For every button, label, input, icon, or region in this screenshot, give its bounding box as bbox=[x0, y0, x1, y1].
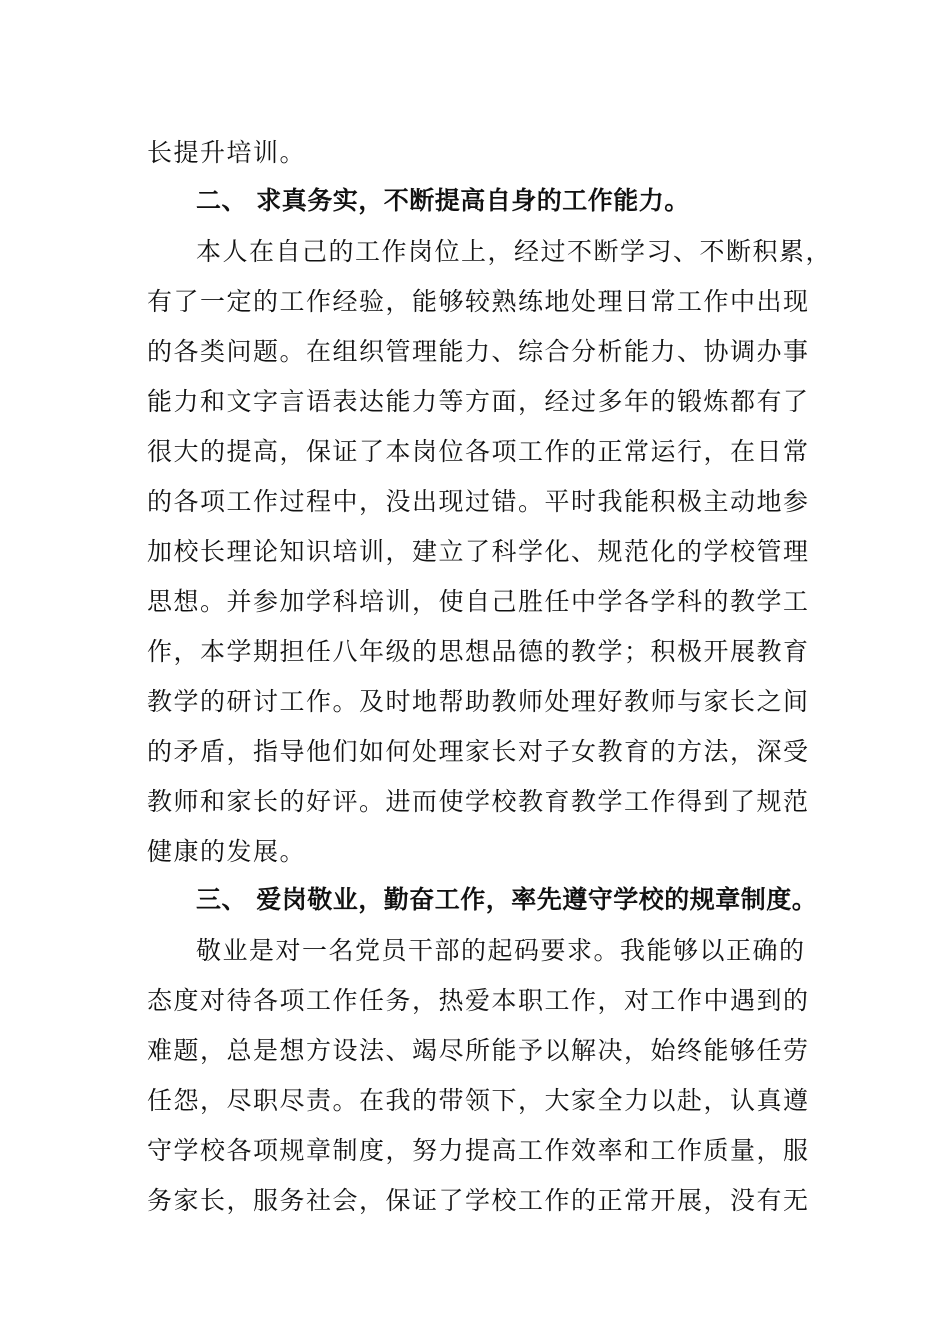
paragraph-line: 教学的研讨工作。及时地帮助教师处理好教师与家长之间 bbox=[147, 687, 810, 716]
section-heading: 三、 爱岗敬业，勤奋工作，率先遵守学校的规章制度。 bbox=[196, 885, 818, 914]
paragraph-line: 加校长理论知识培训，建立了科学化、规范化的学校管理 bbox=[147, 537, 810, 566]
paragraph-line: 能力和文字言语表达能力等方面，经过多年的锻炼都有了 bbox=[147, 387, 810, 416]
section-heading: 二、 求真务实，不断提高自身的工作能力。 bbox=[196, 186, 690, 215]
paragraph-line: 健康的发展。 bbox=[147, 837, 307, 866]
paragraph-line: 敬业是对一名党员干部的起码要求。我能够以正确的 bbox=[196, 936, 806, 965]
paragraph-line: 务家长，服务社会，保证了学校工作的正常开展，没有无 bbox=[147, 1186, 810, 1215]
paragraph-line: 作，本学期担任八年级的思想品德的教学；积极开展教育 bbox=[147, 637, 810, 666]
paragraph-line: 的矛盾，指导他们如何处理家长对子女教育的方法，深受 bbox=[147, 737, 810, 766]
paragraph-line: 长提升培训。 bbox=[147, 138, 307, 167]
paragraph-line: 教师和家长的好评。进而使学校教育教学工作得到了规范 bbox=[147, 787, 810, 816]
paragraph-line: 难题，总是想方设法、竭尽所能予以解决，始终能够任劳 bbox=[147, 1036, 810, 1065]
paragraph-line: 很大的提高，保证了本岗位各项工作的正常运行，在日常 bbox=[147, 437, 810, 466]
paragraph-line: 思想。并参加学科培训，使自己胜任中学各学科的教学工 bbox=[147, 587, 810, 616]
paragraph-line: 态度对待各项工作任务，热爱本职工作，对工作中遇到的 bbox=[147, 986, 810, 1015]
paragraph-line: 任怨，尽职尽责。在我的带领下，大家全力以赴，认真遵 bbox=[147, 1086, 810, 1115]
paragraph-line: 的各项工作过程中，没出现过错。平时我能积极主动地参 bbox=[147, 487, 810, 516]
paragraph-line: 有了一定的工作经验，能够较熟练地处理日常工作中出现 bbox=[147, 287, 810, 316]
paragraph-line: 守学校各项规章制度，努力提高工作效率和工作质量，服 bbox=[147, 1136, 810, 1165]
paragraph-line: 本人在自己的工作岗位上，经过不断学习、不断积累， bbox=[196, 237, 833, 266]
paragraph-line: 的各类问题。在组织管理能力、综合分析能力、协调办事 bbox=[147, 337, 810, 366]
